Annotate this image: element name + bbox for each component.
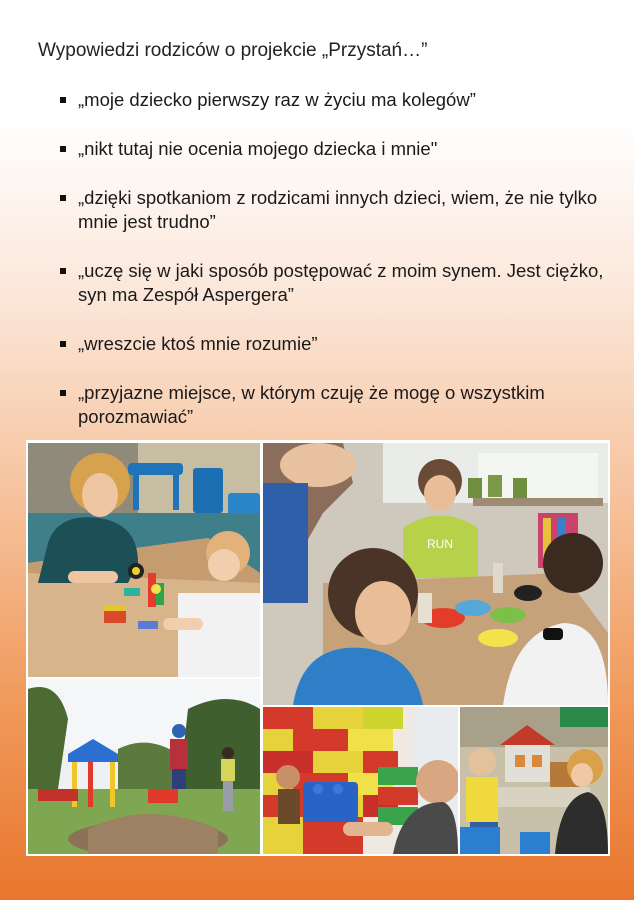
list-item — [60, 332, 620, 356]
quote-list — [60, 88, 620, 454]
bullet-icon — [60, 341, 66, 347]
therapy-table-game-photo — [28, 443, 260, 677]
bullet-icon — [60, 390, 66, 396]
quote-text: „uczę się w jaki sposób postępować z moim synem. Jest ciężko, syn ma Zespół Aspergera” — [78, 260, 604, 305]
list-item — [60, 88, 620, 112]
quote-text: „moje dziecko pierwszy raz w życiu ma kolegów” — [78, 89, 476, 110]
list-item — [60, 137, 620, 161]
playroom-toys-photo — [460, 707, 608, 854]
list-item — [60, 186, 620, 234]
quote-text: „dzięki spotkaniom z rodzicami innych dzieci, wiem, że nie tylko mnie jest trudno” — [78, 187, 598, 232]
tshirt-text: RUN — [427, 537, 453, 551]
quote-text: „nikt tutaj nie ocenia mojego dziecka i mnie" — [78, 138, 438, 159]
list-item — [60, 259, 620, 307]
list-item — [60, 381, 620, 429]
group-meal-table-photo — [263, 443, 608, 705]
bullet-icon — [60, 195, 66, 201]
quote-text: „wreszcie ktoś mnie rozumie” — [78, 333, 318, 354]
playground-photo — [28, 679, 260, 854]
bullet-icon — [60, 146, 66, 152]
quote-text: „przyjazne miejsce, w którym czuję że mogę o wszystkim porozmawiać” — [78, 382, 545, 427]
bullet-icon — [60, 268, 66, 274]
photo-collage — [26, 440, 610, 856]
page-title: Wypowiedzi rodziców o projekcie „Przystań…” — [38, 40, 428, 61]
bullet-icon — [60, 97, 66, 103]
giant-blocks-photo — [263, 707, 458, 854]
